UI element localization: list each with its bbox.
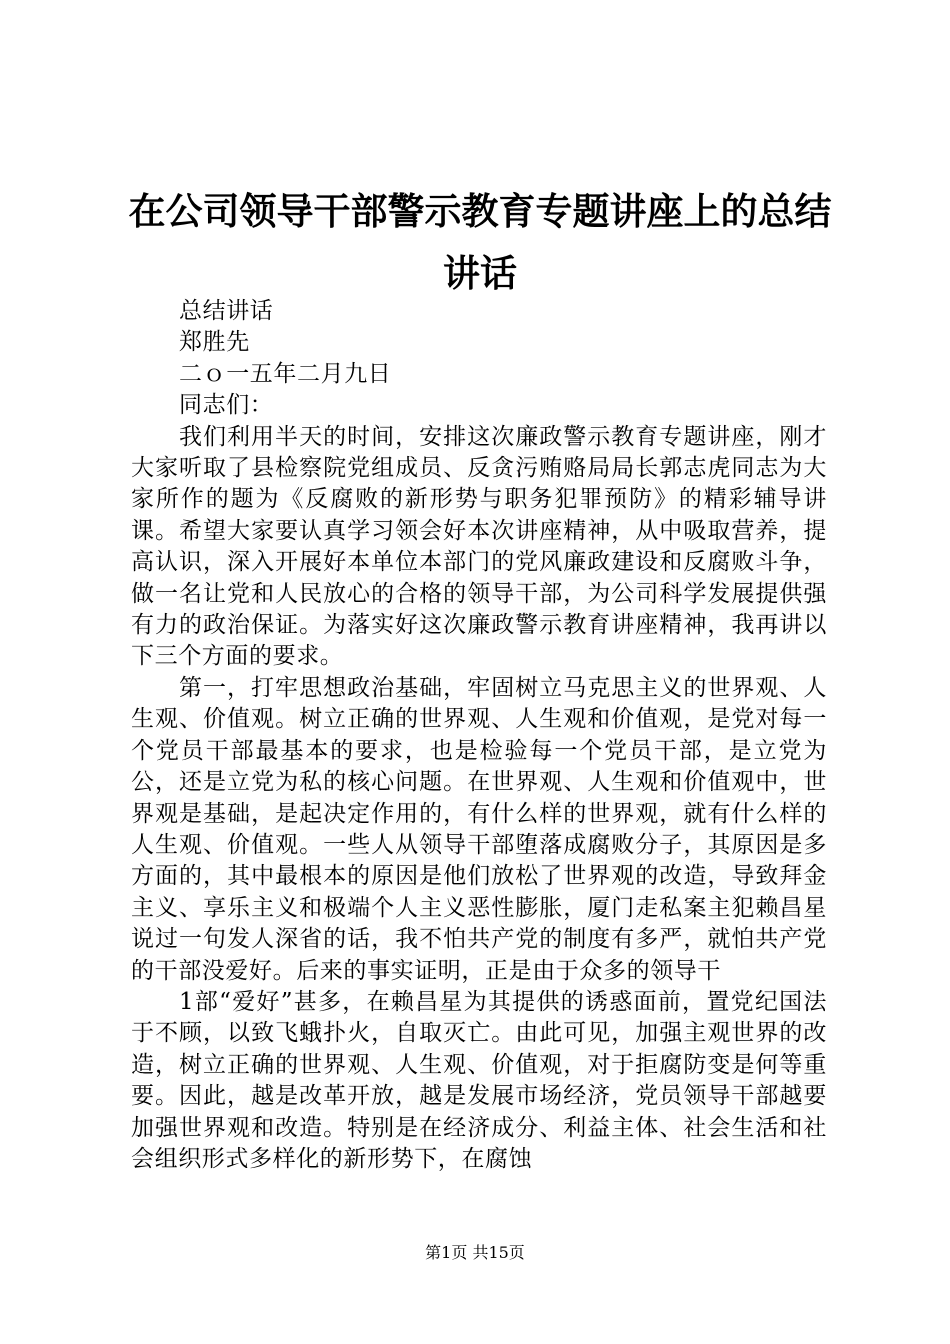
- document-body: [131, 296, 827, 1175]
- date-line: 二ｏ一五年二月九日: [179, 360, 392, 387]
- page-footer: 第1页 共15页: [425, 1243, 525, 1262]
- salutation-line: 同志们：: [179, 392, 274, 419]
- author-line: 郑胜先: [179, 329, 250, 356]
- subtitle-line: 总结讲话: [179, 298, 274, 324]
- document-title: 在公司领导干部警示教育专题讲座上的总结讲话: [128, 189, 832, 295]
- paragraph-first-point: 第一，打牢思想政治基础，牢固树立马克思主义的世界观、人生观、价值观。树立正确的世界观、人生观和价值观，是党对每一个党员干部最基本的要求，也是检验每一个党员干部，是立党为公，还是立党为私的核心问题。在世界观、人生观和价值观中，世界观是基础，是起决定作用的，有什么样的世界观，就有什么样的人生观、价值观。一些人从领导干部堕落成腐败分子，其原因是多方面的，其中最根本的原因是他们放松了世界观的改造，导致拜金主义、享乐主义和极端个人主义恶性膨胀，厦门走私案主犯赖昌星说过一句发人深省的话，我不怕共产党的制度有多严，就怕共产党的干部没爱好。后来的事实证明，正是由于众多的领导干: [131, 674, 827, 984]
- paragraph-continuation: 1部“爱好”甚多，在赖昌星为其提供的诱惑面前，置党纪国法于不顾，以致飞蛾扑火，自取灭亡。由此可见，加强主观世界的改造，树立正确的世界观、人生观、价值观，对于拒腐防变是何等重要。因此，越是改革开放，越是发展市场经济，党员领导干部越要加强世界观和改造。特别是在经济成分、利益主体、社会生活和社会组织形式多样化的新形势下，在腐蚀: [131, 988, 827, 1172]
- paragraph-intro: 我们利用半天的时间，安排这次廉政警示教育专题讲座，刚才大家听取了县检察院党组成员、反贪污贿赂局局长郭志虎同志为大家所作的题为《反腐败的新形势与职务犯罪预防》的精彩辅导讲课。希望大家要认真学习领会好本次讲座精神，从中吸取营养，提高认识，深入开展好本单位本部门的党风廉政建设和反腐败斗争，做一名让党和人民放心的合格的领导干部，为公司科学发展提供强有力的政治保证。为落实好这次廉政警示教育讲座精神，我再讲以下三个方面的要求。: [131, 423, 827, 670]
